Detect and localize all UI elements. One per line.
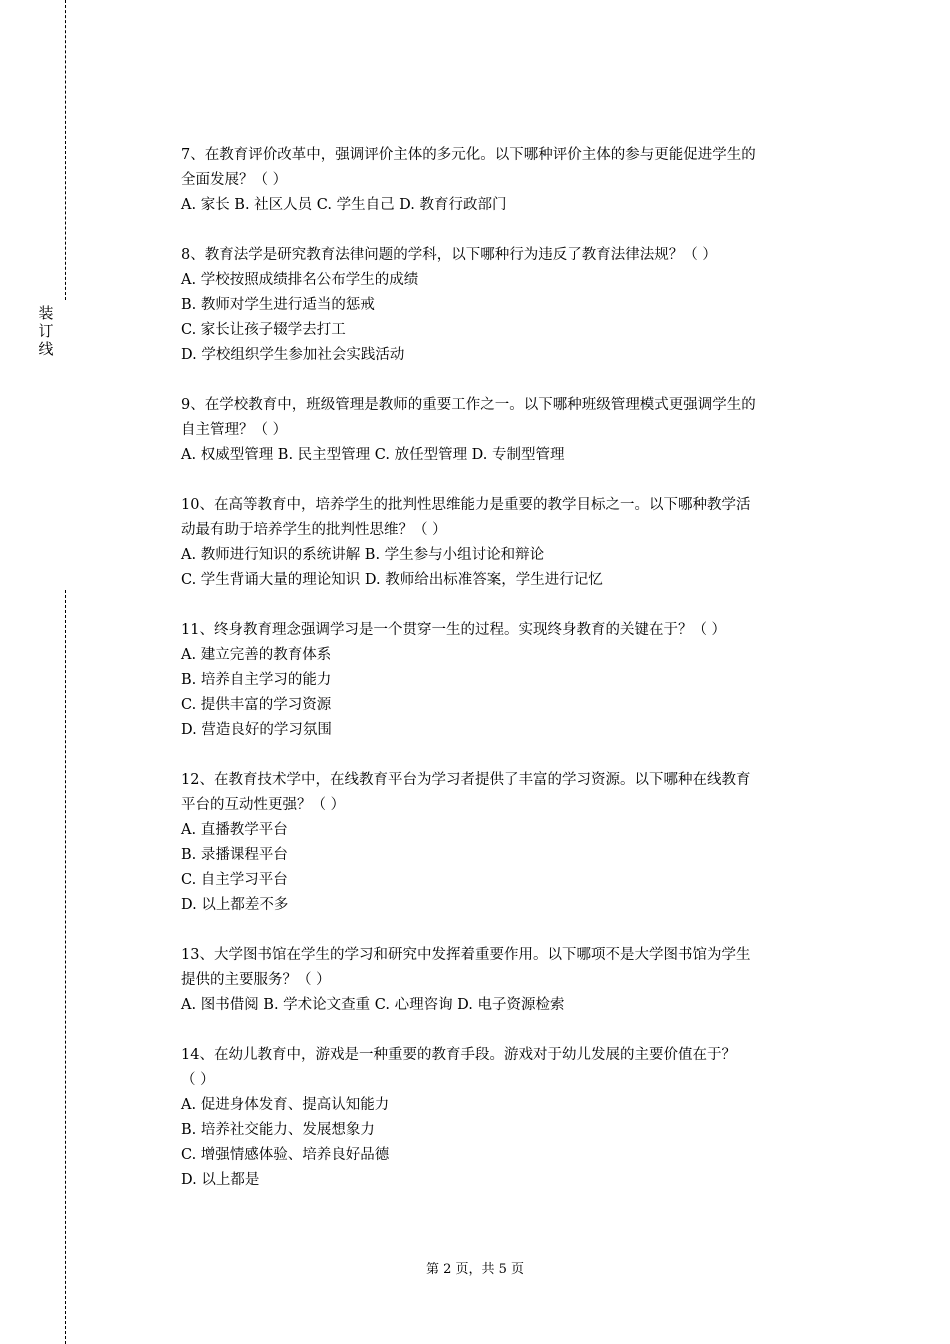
question-stem: 全面发展？（ ）: [181, 172, 288, 188]
question-option: C. 增强情感体验、培养良好品德: [181, 1147, 390, 1163]
binding-line-top: [65, 0, 66, 300]
question-option: D. 以上都差不多: [181, 897, 289, 913]
question-list: [181, 143, 841, 1218]
question-option: D. 营造良好的学习氛围: [181, 722, 332, 738]
question-stem: 提供的主要服务？（ ）: [181, 972, 331, 988]
question-stem: 8、教育法学是研究教育法律问题的学科，以下哪种行为违反了教育法律法规？（ ）: [181, 247, 717, 263]
question-8: [181, 243, 841, 368]
question-stem: 14、在幼儿教育中，游戏是一种重要的教育手段。游戏对于幼儿发展的主要价值在于？: [181, 1047, 736, 1063]
question-options: A. 图书借阅 B. 学术论文查重 C. 心理咨询 D. 电子资源检索: [181, 997, 565, 1013]
question-stem: 动最有助于培养学生的批判性思维？（ ）: [181, 522, 447, 538]
question-option: C. 自主学习平台: [181, 872, 288, 888]
binding-char: 线: [38, 340, 54, 358]
question-stem: （ ）: [181, 1072, 215, 1088]
question-option: B. 教师对学生进行适当的惩戒: [181, 297, 375, 313]
binding-label: [36, 304, 56, 358]
question-option: D. 以上都是: [181, 1172, 260, 1188]
binding-char: 装: [38, 304, 54, 322]
question-option: C. 提供丰富的学习资源: [181, 697, 332, 713]
question-option: A. 直播教学平台: [181, 822, 288, 838]
page-number: 第 2 页，共 5 页: [425, 1262, 525, 1277]
question-options: A. 教师进行知识的系统讲解 B. 学生参与小组讨论和辩论: [181, 547, 545, 563]
question-option: B. 培养自主学习的能力: [181, 672, 332, 688]
question-option: A. 促进身体发育、提高认知能力: [181, 1097, 390, 1113]
question-stem: 11、终身教育理念强调学习是一个贯穿一生的过程。实现终身教育的关键在于？（ ）: [181, 622, 727, 638]
question-stem: 10、在高等教育中，培养学生的批判性思维能力是重要的教学目标之一。以下哪种教学活: [181, 497, 751, 513]
question-13: [181, 943, 841, 1018]
question-10: [181, 493, 841, 593]
question-options: A. 家长 B. 社区人员 C. 学生自己 D. 教育行政部门: [181, 197, 507, 213]
binding-char: 订: [38, 322, 54, 340]
question-stem: 12、在教育技术学中，在线教育平台为学习者提供了丰富的学习资源。以下哪种在线教育: [181, 772, 751, 788]
question-12: [181, 768, 841, 918]
question-stem: 平台的互动性更强？（ ）: [181, 797, 346, 813]
question-options: A. 权威型管理 B. 民主型管理 C. 放任型管理 D. 专制型管理: [181, 447, 565, 463]
question-9: [181, 393, 841, 468]
binding-line-bottom: [65, 590, 66, 1344]
question-option: A. 学校按照成绩排名公布学生的成绩: [181, 272, 419, 288]
question-option: B. 培养社交能力、发展想象力: [181, 1122, 375, 1138]
question-stem: 7、在教育评价改革中，强调评价主体的多元化。以下哪种评价主体的参与更能促进学生的: [181, 147, 756, 163]
question-11: [181, 618, 841, 743]
question-option: D. 学校组织学生参加社会实践活动: [181, 347, 405, 363]
question-option: A. 建立完善的教育体系: [181, 647, 332, 663]
question-14: [181, 1043, 841, 1193]
question-options: C. 学生背诵大量的理论知识 D. 教师给出标准答案，学生进行记忆: [181, 572, 603, 588]
question-option: B. 录播课程平台: [181, 847, 288, 863]
question-stem: 13、大学图书馆在学生的学习和研究中发挥着重要作用。以下哪项不是大学图书馆为学生: [181, 947, 751, 963]
question-7: [181, 143, 841, 218]
question-stem: 9、在学校教育中，班级管理是教师的重要工作之一。以下哪种班级管理模式更强调学生的: [181, 397, 756, 413]
question-option: C. 家长让孩子辍学去打工: [181, 322, 346, 338]
question-stem: 自主管理？（ ）: [181, 422, 288, 438]
